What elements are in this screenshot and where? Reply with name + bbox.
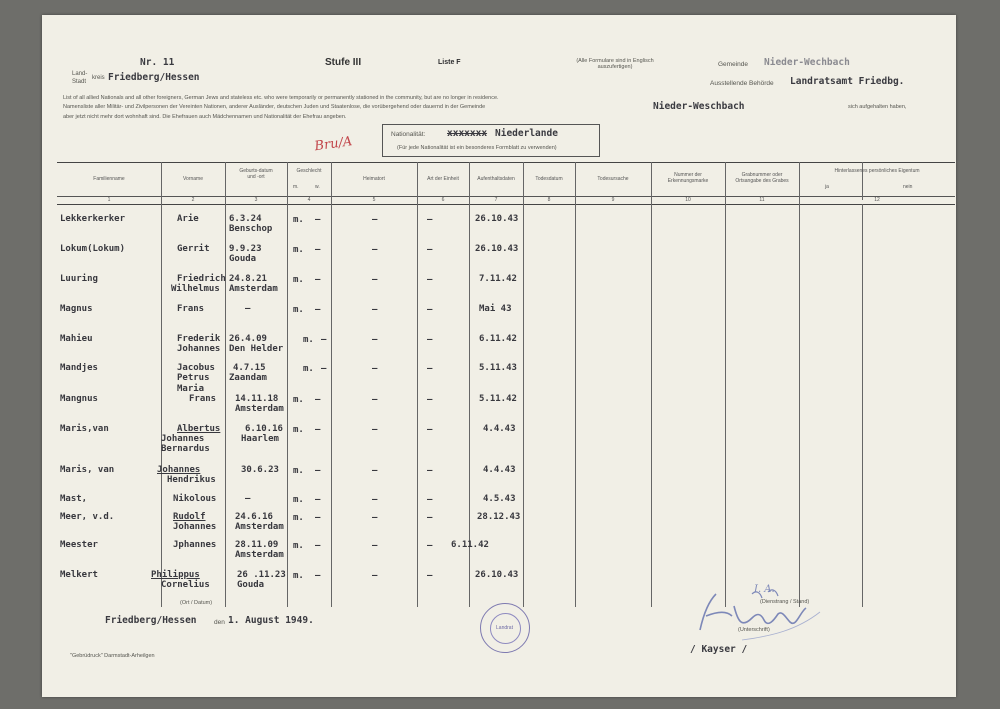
col-header-unit: Art der Einheit (427, 176, 459, 182)
col-num-7: 7 (494, 197, 498, 203)
cell-sex: m. (303, 335, 314, 345)
col-num-12: 12 (874, 197, 880, 203)
cell-birth-place: Amsterdam (235, 550, 284, 560)
cell-given: Maria (177, 384, 205, 394)
cell-sex: m. (303, 364, 314, 374)
signature-ia: I. A. (754, 584, 775, 595)
cell-birth-date: 9.9.23 (229, 244, 262, 254)
intro-line-2-end: sich aufgehalten haben, (848, 104, 907, 110)
typed-name: / Kayser / (690, 644, 748, 655)
cell-sex-w: – (315, 275, 321, 285)
cell-given-2: Frans (189, 394, 217, 404)
cell-unit: – (427, 571, 433, 581)
cell-birth-place: Zaandam (229, 373, 267, 383)
cell-given-2: Cornelius (161, 580, 210, 590)
cell-birth-place: Amsterdam (235, 522, 284, 532)
cell-stay: 4.4.43 (483, 424, 516, 434)
cell-birth-place: Amsterdam (235, 404, 284, 414)
cell-sex: m. (293, 275, 304, 285)
cell-birth-date: 24.6.16 (235, 512, 273, 522)
cell-given-2: Johannes (161, 434, 205, 444)
col-header-death-date: Todesdatum (535, 176, 563, 182)
seal-text: Landrat (496, 625, 513, 631)
signature-label: (Unterschrift) (738, 627, 770, 633)
cell-given: Jphannes (173, 540, 217, 550)
cell-stay: 6.11.42 (451, 540, 489, 550)
cell-home: – (372, 305, 378, 315)
col-header-sex-m: m. (293, 184, 299, 190)
cell-birth-date: – (245, 494, 251, 504)
red-stamp-mark: Bru/A (313, 134, 354, 155)
document-page (42, 15, 956, 697)
cell-stay: 5.11.42 (479, 394, 517, 404)
cell-given: Friedrich (177, 274, 226, 284)
land-label: Land- (72, 71, 88, 77)
cell-home: – (372, 495, 378, 505)
cell-unit: – (427, 335, 433, 345)
col-header-birth: Geburts-datum und -ort (239, 168, 273, 180)
cell-sex-w: – (321, 335, 327, 345)
cell-unit: – (427, 495, 433, 505)
col-num-5: 5 (372, 197, 376, 203)
gemeinde-value: Nieder-Wechbach (764, 57, 850, 68)
cell-home: – (372, 364, 378, 374)
col-header-id-tag: Nummer der Erkennungsmarke (667, 172, 709, 184)
cell-sex-w: – (315, 466, 321, 476)
cell-home: – (372, 215, 378, 225)
col-num-6: 6 (441, 197, 445, 203)
cell-given: Nikolous (173, 494, 217, 504)
col-num-1: 1 (107, 197, 111, 203)
cell-home: – (372, 513, 378, 523)
cell-surname: Mandjes (60, 363, 98, 373)
cell-birth-place: Gouda (229, 254, 257, 264)
official-seal (480, 603, 530, 653)
cell-surname: Meer, v.d. (60, 512, 115, 522)
col-header-sex: Geschlecht (296, 168, 322, 174)
cell-birth-date: 30.6.23 (241, 465, 279, 475)
cell-unit: – (427, 541, 433, 551)
role-label: (Dienstrang / Stand) (760, 599, 810, 605)
cell-surname: Maris, van (60, 465, 115, 475)
cell-unit: – (427, 305, 433, 315)
cell-birth-date: – (245, 304, 251, 314)
cell-sex: m. (293, 495, 304, 505)
cell-sex: m. (293, 466, 304, 476)
cell-home: – (372, 571, 378, 581)
cell-sex-w: – (315, 305, 321, 315)
col-header-stay: Aufenthaltsdaten (477, 176, 515, 182)
cell-given-3: Bernardus (161, 444, 210, 454)
cell-sex: m. (293, 245, 304, 255)
cell-given: Jacobus (177, 363, 215, 373)
cell-given: Arie (177, 214, 199, 224)
ort-datum-label: (Ort / Datum) (180, 600, 213, 606)
col-header-property-nein: nein (903, 184, 913, 190)
cell-birth-date: 4.7.15 (233, 363, 266, 373)
cell-home: – (372, 245, 378, 255)
col-header-home: Heimatort (363, 176, 385, 182)
cell-sex: m. (293, 425, 304, 435)
cell-surname: Lokum(Lokum) (60, 244, 126, 254)
nationality-note: (Für jede Nationalität ist ein besonderes Formblatt zu verwenden) (397, 145, 557, 151)
kreis-label: kreis (92, 75, 105, 81)
cell-surname: Magnus (60, 304, 93, 314)
cell-sex: m. (293, 541, 304, 551)
nationality-value: Niederlande (495, 128, 558, 139)
cell-given-2: Johannes (173, 522, 217, 532)
cell-sex-w: – (315, 395, 321, 405)
col-header-grave: Grabnummer oder Ortsangabe des Grabes (735, 172, 789, 184)
cell-given: Johannes (157, 465, 201, 475)
cell-sex: m. (293, 305, 304, 315)
cell-birth-place: Benschop (229, 224, 273, 234)
col-num-2: 2 (191, 197, 195, 203)
cell-given: Frans (177, 304, 205, 314)
cell-given: Frederik (177, 334, 221, 344)
cell-home: – (372, 335, 378, 345)
footer-place: Friedberg/Hessen (105, 615, 197, 626)
col-header-property: Hinterlassenes persönliches Eigentum (834, 168, 920, 174)
cell-birth-date: 28.11.09 (235, 540, 279, 550)
cell-surname: Mahieu (60, 334, 93, 344)
cell-birth-date: 24.8.21 (229, 274, 267, 284)
col-num-4: 4 (307, 197, 311, 203)
footer-den: den (214, 619, 225, 626)
cell-stay: 4.4.43 (483, 465, 516, 475)
cell-unit: – (427, 245, 433, 255)
cell-surname: Luuring (60, 274, 98, 284)
stufe-title: Stufe III (325, 57, 362, 68)
form-note: (Alle Formulare sind in Englisch auszufertigen) (576, 58, 654, 70)
cell-given-2: Hendrikus (167, 475, 216, 485)
cell-sex-w: – (315, 495, 321, 505)
behoerde-value: Landratsamt Friedbg. (790, 76, 905, 87)
cell-sex-w: – (315, 513, 321, 523)
cell-sex: m. (293, 571, 304, 581)
cell-unit: – (427, 466, 433, 476)
cell-stay: 26.10.43 (475, 244, 519, 254)
intro-line-2: Namensliste aller Militär- und Zivilpersonen der Vereinten Nationen, anderer Ausländer, deutschen Juden und Staatenlose, die vorübergehend oder dauernd in der Gemeinde (63, 104, 486, 110)
cell-stay: Mai 43 (479, 304, 512, 314)
col-num-9: 9 (611, 197, 615, 203)
cell-surname: Melkert (60, 570, 98, 580)
cell-sex-w: – (321, 364, 327, 374)
liste-label: Liste F (438, 59, 461, 66)
cell-surname: Lekkerkerker (60, 214, 126, 224)
intro-line-3: aber jetzt nicht mehr dort wohnhaft sind. Die Ehefrauen auch Mädchennamen und Nationalität der Ehefrau angeben. (63, 114, 347, 120)
cell-birth-date: 14.11.18 (235, 394, 279, 404)
cell-stay: 5.11.43 (479, 363, 517, 373)
cell-birth-date: 6.10.16 (245, 424, 283, 434)
cell-birth-place: Amsterdam (229, 284, 278, 294)
cell-sex-w: – (315, 215, 321, 225)
col-num-3: 3 (254, 197, 258, 203)
nationality-box (382, 124, 600, 157)
cell-home: – (372, 395, 378, 405)
cell-unit: – (427, 395, 433, 405)
cell-given-2: Petrus (177, 373, 210, 383)
cell-sex-w: – (315, 541, 321, 551)
cell-sex: m. (293, 395, 304, 405)
cell-birth-place: Gouda (237, 580, 265, 590)
intro-place: Nieder-Weschbach (653, 101, 745, 112)
cell-sex-w: – (315, 425, 321, 435)
col-header-given: Vorname (182, 176, 203, 182)
cell-stay: 4.5.43 (483, 494, 516, 504)
cell-surname: Mangnus (60, 394, 98, 404)
col-header-death-cause: Todesursache (597, 176, 629, 182)
cell-stay: 26.10.43 (475, 214, 519, 224)
cell-given-2: Wilhelmus (171, 284, 220, 294)
cell-given-2: Johannes (177, 344, 221, 354)
cell-sex-w: – (315, 571, 321, 581)
col-num-8: 8 (547, 197, 551, 203)
nationality-label: Nationalität: (391, 131, 426, 138)
cell-home: – (372, 541, 378, 551)
cell-home: – (372, 275, 378, 285)
cell-sex: m. (293, 215, 304, 225)
cell-unit: – (427, 364, 433, 374)
cell-birth-place: Den Helder (229, 344, 284, 354)
cell-stay: 28.12.43 (477, 512, 521, 522)
cell-given: Gerrit (177, 244, 210, 254)
list-number: Nr. 11 (140, 57, 175, 68)
stadt-label: Stadt (72, 79, 87, 85)
footer-date: 1. August 1949. (228, 615, 314, 626)
printer-mark: "Gebrüdruck" Darmstadt-Arheilgen (70, 653, 155, 659)
cell-surname: Mast, (60, 494, 88, 504)
cell-home: – (372, 466, 378, 476)
cell-surname: Maris,van (60, 424, 109, 434)
cell-unit: – (427, 513, 433, 523)
behoerde-label: Ausstellende Behörde (710, 80, 774, 87)
cell-unit: – (427, 275, 433, 285)
col-header-property-ja: ja (825, 184, 829, 190)
col-header-sex-w: w. (315, 184, 320, 190)
cell-unit: – (427, 215, 433, 225)
col-num-11: 11 (759, 197, 765, 203)
cell-birth-place: Haarlem (241, 434, 279, 444)
cell-birth-date: 26 .11.23 (237, 570, 286, 580)
cell-given: Albertus (177, 424, 221, 434)
cell-sex-w: – (315, 245, 321, 255)
cell-unit: – (427, 425, 433, 435)
nationality-struck: xxxxxxx (447, 128, 488, 139)
kreis-value: Friedberg/Hessen (108, 72, 200, 83)
cell-birth-date: 26.4.09 (229, 334, 267, 344)
cell-given: Philippus (151, 570, 200, 580)
gemeinde-label: Gemeinde (718, 61, 748, 68)
cell-birth-date: 6.3.24 (229, 214, 262, 224)
col-num-10: 10 (685, 197, 691, 203)
cell-home: – (372, 425, 378, 435)
signature-icon (682, 582, 822, 642)
col-header-surname: Familienname (93, 176, 125, 182)
register-table (57, 162, 955, 607)
cell-stay: 6.11.42 (479, 334, 517, 344)
cell-stay: 26.10.43 (475, 570, 519, 580)
cell-surname: Meester (60, 540, 98, 550)
cell-stay: 7.11.42 (479, 274, 517, 284)
cell-sex: m. (293, 513, 304, 523)
cell-given: Rudolf (173, 512, 206, 522)
intro-line-1: List of all allied Nationals and all other foreigners, German Jews and stateless etc. who were temporarily or permanently stationed in the community, but are no longer in residence. (63, 95, 499, 101)
